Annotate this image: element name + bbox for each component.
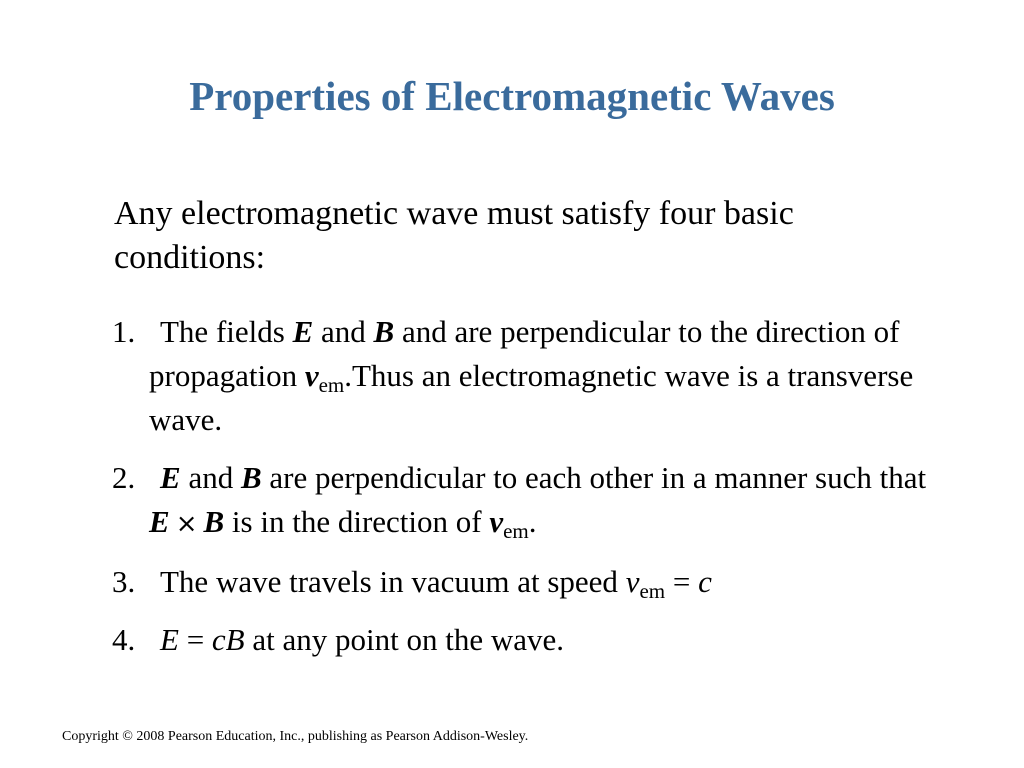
subscript-em: em: [639, 579, 666, 603]
item-text: are perpendicular to each other in a manner such that: [269, 460, 927, 495]
symbol-B: B: [203, 504, 225, 539]
item-text: and are perpendicular to the direction of propagation: [149, 314, 900, 393]
subscript-em: em: [318, 373, 345, 397]
slide-title: Properties of Electromagnetic Waves: [189, 73, 835, 119]
symbol-E: E: [149, 504, 170, 539]
symbol-E: E: [160, 622, 179, 657]
subscript-em: em: [503, 519, 529, 543]
symbol-E: E: [160, 460, 181, 495]
item-number: 3.: [112, 564, 136, 599]
equals-symbol: =: [186, 622, 205, 657]
symbol-cB: cB: [211, 622, 245, 657]
cross-product-symbol: ×: [175, 509, 198, 539]
symbol-B: B: [240, 460, 262, 495]
conditions-list: [112, 310, 952, 676]
item-text: is in the direction of: [231, 504, 482, 539]
copyright-footer: Copyright © 2008 Pearson Education, Inc., publishing as Pearson Addison-Wesley.: [62, 729, 529, 744]
item-number: 2.: [112, 460, 136, 495]
condition-item-1: [112, 310, 952, 442]
symbol-v: v: [489, 504, 504, 539]
symbol-c: c: [698, 564, 712, 599]
condition-item-4: [112, 618, 952, 662]
intro-text: Any electromagnetic wave must satisfy four basic conditions:: [114, 195, 794, 276]
item-text: and: [321, 314, 366, 349]
item-number: 4.: [112, 622, 136, 657]
item-text: The fields: [160, 314, 285, 349]
symbol-E: E: [292, 314, 314, 349]
symbol-B: B: [373, 314, 395, 349]
item-text: and: [188, 460, 234, 495]
item-text: The wave travels in vacuum at speed: [160, 564, 618, 599]
equals-symbol: =: [672, 564, 691, 599]
item-number: 1.: [112, 314, 136, 349]
symbol-v: v: [625, 564, 640, 599]
condition-item-3: [112, 560, 952, 604]
symbol-v: v: [304, 358, 319, 393]
item-text: at any point on the wave.: [252, 622, 565, 657]
item-text: .: [528, 504, 537, 539]
item-text: .Thus an electromagnetic wave is a transverse wave.: [149, 358, 914, 437]
condition-item-2: [112, 456, 952, 546]
